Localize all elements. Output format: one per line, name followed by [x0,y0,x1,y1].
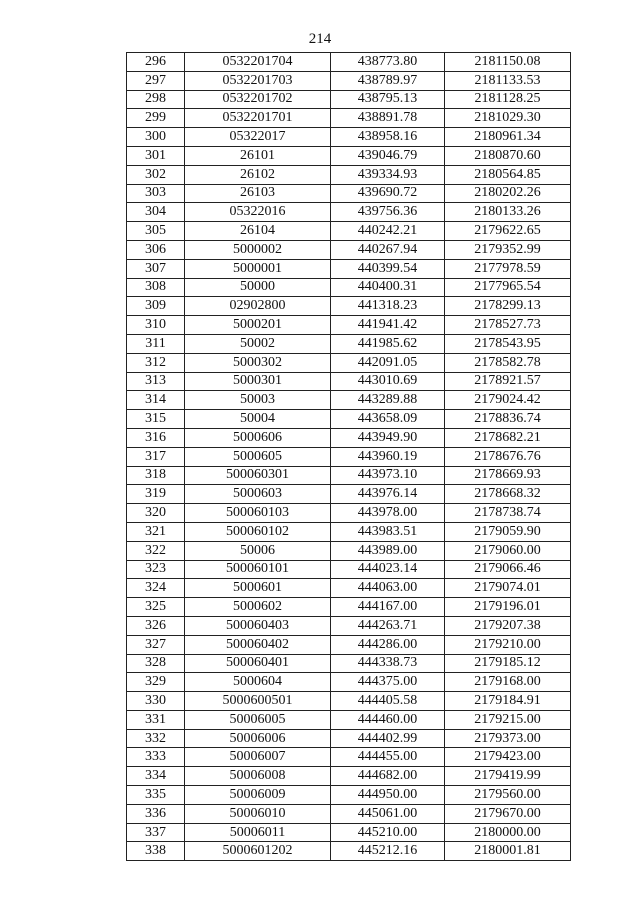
row-number-cell: 298 [127,90,185,109]
x-coordinate-cell: 438795.13 [331,90,445,109]
x-coordinate-cell: 444063.00 [331,579,445,598]
row-number-cell: 301 [127,146,185,165]
x-coordinate-cell: 443949.90 [331,428,445,447]
y-coordinate-cell: 2179059.90 [445,522,571,541]
table-row [127,560,571,579]
point-id-cell: 5000603 [185,485,331,504]
point-id-cell: 26101 [185,146,331,165]
point-id-cell: 50006011 [185,823,331,842]
point-id-cell: 5000302 [185,353,331,372]
point-id-cell: 500060101 [185,560,331,579]
point-id-cell: 500060401 [185,654,331,673]
y-coordinate-cell: 2177978.59 [445,259,571,278]
point-id-cell: 02902800 [185,297,331,316]
point-id-cell: 50004 [185,410,331,429]
row-number-cell: 317 [127,447,185,466]
x-coordinate-cell: 444263.71 [331,616,445,635]
table-row [127,522,571,541]
y-coordinate-cell: 2179560.00 [445,786,571,805]
row-number-cell: 308 [127,278,185,297]
x-coordinate-cell: 438789.97 [331,71,445,90]
x-coordinate-cell: 444460.00 [331,710,445,729]
point-id-cell: 5000606 [185,428,331,447]
point-id-cell: 500060403 [185,616,331,635]
x-coordinate-cell: 445212.16 [331,842,445,861]
y-coordinate-cell: 2178527.73 [445,316,571,335]
y-coordinate-cell: 2180202.26 [445,184,571,203]
y-coordinate-cell: 2180961.34 [445,128,571,147]
table-row [127,240,571,259]
x-coordinate-cell: 444167.00 [331,598,445,617]
point-id-cell: 26104 [185,222,331,241]
x-coordinate-cell: 441318.23 [331,297,445,316]
point-id-cell: 5000002 [185,240,331,259]
y-coordinate-cell: 2180000.00 [445,823,571,842]
row-number-cell: 314 [127,391,185,410]
row-number-cell: 334 [127,767,185,786]
y-coordinate-cell: 2179373.00 [445,729,571,748]
row-number-cell: 330 [127,692,185,711]
x-coordinate-cell: 444455.00 [331,748,445,767]
y-coordinate-cell: 2179060.00 [445,541,571,560]
point-id-cell: 5000600501 [185,692,331,711]
table-row [127,447,571,466]
point-id-cell: 5000602 [185,598,331,617]
row-number-cell: 327 [127,635,185,654]
y-coordinate-cell: 2179074.01 [445,579,571,598]
table-row [127,823,571,842]
x-coordinate-cell: 443989.00 [331,541,445,560]
row-number-cell: 331 [127,710,185,729]
point-id-cell: 50006005 [185,710,331,729]
table-row [127,598,571,617]
table-row [127,466,571,485]
row-number-cell: 299 [127,109,185,128]
point-id-cell: 0532201702 [185,90,331,109]
x-coordinate-cell: 444023.14 [331,560,445,579]
x-coordinate-cell: 445061.00 [331,804,445,823]
table-row [127,165,571,184]
row-number-cell: 311 [127,334,185,353]
coordinates-table [126,52,571,861]
table-row [127,804,571,823]
x-coordinate-cell: 445210.00 [331,823,445,842]
table-row [127,372,571,391]
point-id-cell: 50006006 [185,729,331,748]
table-row [127,767,571,786]
y-coordinate-cell: 2178299.13 [445,297,571,316]
x-coordinate-cell: 442091.05 [331,353,445,372]
row-number-cell: 296 [127,53,185,72]
x-coordinate-cell: 440400.31 [331,278,445,297]
row-number-cell: 337 [127,823,185,842]
y-coordinate-cell: 2179419.99 [445,767,571,786]
point-id-cell: 500060103 [185,504,331,523]
y-coordinate-cell: 2179423.00 [445,748,571,767]
table-row [127,842,571,861]
x-coordinate-cell: 444950.00 [331,786,445,805]
table-row [127,504,571,523]
point-id-cell: 5000301 [185,372,331,391]
table-row [127,334,571,353]
point-id-cell: 5000001 [185,259,331,278]
row-number-cell: 321 [127,522,185,541]
row-number-cell: 322 [127,541,185,560]
row-number-cell: 304 [127,203,185,222]
table-row [127,222,571,241]
table-row [127,53,571,72]
table-row [127,90,571,109]
row-number-cell: 325 [127,598,185,617]
point-id-cell: 50000 [185,278,331,297]
row-number-cell: 335 [127,786,185,805]
table-row [127,428,571,447]
y-coordinate-cell: 2180001.81 [445,842,571,861]
x-coordinate-cell: 443983.51 [331,522,445,541]
row-number-cell: 333 [127,748,185,767]
point-id-cell: 50006007 [185,748,331,767]
row-number-cell: 309 [127,297,185,316]
y-coordinate-cell: 2179196.01 [445,598,571,617]
row-number-cell: 328 [127,654,185,673]
table-row [127,485,571,504]
x-coordinate-cell: 444682.00 [331,767,445,786]
point-id-cell: 50006010 [185,804,331,823]
y-coordinate-cell: 2181029.30 [445,109,571,128]
table-row [127,203,571,222]
table-row [127,316,571,335]
x-coordinate-cell: 444405.58 [331,692,445,711]
row-number-cell: 307 [127,259,185,278]
x-coordinate-cell: 443976.14 [331,485,445,504]
x-coordinate-cell: 443658.09 [331,410,445,429]
x-coordinate-cell: 438958.16 [331,128,445,147]
row-number-cell: 323 [127,560,185,579]
row-number-cell: 329 [127,673,185,692]
table-row [127,146,571,165]
y-coordinate-cell: 2179184.91 [445,692,571,711]
point-id-cell: 50002 [185,334,331,353]
table-row [127,786,571,805]
row-number-cell: 320 [127,504,185,523]
y-coordinate-cell: 2178582.78 [445,353,571,372]
table-row [127,729,571,748]
point-id-cell: 50003 [185,391,331,410]
x-coordinate-cell: 443960.19 [331,447,445,466]
y-coordinate-cell: 2178682.21 [445,428,571,447]
point-id-cell: 05322016 [185,203,331,222]
table-row [127,710,571,729]
table-row [127,579,571,598]
row-number-cell: 313 [127,372,185,391]
row-number-cell: 302 [127,165,185,184]
table-row [127,278,571,297]
y-coordinate-cell: 2180870.60 [445,146,571,165]
x-coordinate-cell: 438773.80 [331,53,445,72]
x-coordinate-cell: 441985.62 [331,334,445,353]
table-row [127,184,571,203]
table-row [127,259,571,278]
x-coordinate-cell: 440399.54 [331,259,445,278]
y-coordinate-cell: 2179207.38 [445,616,571,635]
y-coordinate-cell: 2178921.57 [445,372,571,391]
point-id-cell: 26103 [185,184,331,203]
y-coordinate-cell: 2181150.08 [445,53,571,72]
x-coordinate-cell: 443289.88 [331,391,445,410]
x-coordinate-cell: 444402.99 [331,729,445,748]
row-number-cell: 324 [127,579,185,598]
row-number-cell: 316 [127,428,185,447]
table-row [127,635,571,654]
point-id-cell: 05322017 [185,128,331,147]
y-coordinate-cell: 2181128.25 [445,90,571,109]
y-coordinate-cell: 2178543.95 [445,334,571,353]
row-number-cell: 310 [127,316,185,335]
table-row [127,541,571,560]
point-id-cell: 5000201 [185,316,331,335]
point-id-cell: 5000601 [185,579,331,598]
y-coordinate-cell: 2178676.76 [445,447,571,466]
y-coordinate-cell: 2179168.00 [445,673,571,692]
x-coordinate-cell: 439690.72 [331,184,445,203]
row-number-cell: 332 [127,729,185,748]
table-row [127,410,571,429]
table-row [127,391,571,410]
table-row [127,673,571,692]
x-coordinate-cell: 440242.21 [331,222,445,241]
x-coordinate-cell: 439756.36 [331,203,445,222]
table-row [127,71,571,90]
y-coordinate-cell: 2179622.65 [445,222,571,241]
row-number-cell: 338 [127,842,185,861]
point-id-cell: 5000605 [185,447,331,466]
coordinates-table-body [127,53,571,861]
y-coordinate-cell: 2178668.32 [445,485,571,504]
y-coordinate-cell: 2179670.00 [445,804,571,823]
point-id-cell: 0532201701 [185,109,331,128]
row-number-cell: 297 [127,71,185,90]
row-number-cell: 319 [127,485,185,504]
row-number-cell: 336 [127,804,185,823]
row-number-cell: 306 [127,240,185,259]
x-coordinate-cell: 443978.00 [331,504,445,523]
y-coordinate-cell: 2179215.00 [445,710,571,729]
y-coordinate-cell: 2177965.54 [445,278,571,297]
point-id-cell: 500060402 [185,635,331,654]
table-row [127,654,571,673]
point-id-cell: 0532201703 [185,71,331,90]
table-row [127,297,571,316]
point-id-cell: 50006009 [185,786,331,805]
point-id-cell: 5000601202 [185,842,331,861]
y-coordinate-cell: 2178738.74 [445,504,571,523]
point-id-cell: 50006 [185,541,331,560]
row-number-cell: 315 [127,410,185,429]
x-coordinate-cell: 439046.79 [331,146,445,165]
table-row [127,748,571,767]
y-coordinate-cell: 2179210.00 [445,635,571,654]
table-row [127,353,571,372]
x-coordinate-cell: 441941.42 [331,316,445,335]
table-row [127,109,571,128]
table-row [127,128,571,147]
x-coordinate-cell: 438891.78 [331,109,445,128]
y-coordinate-cell: 2179352.99 [445,240,571,259]
x-coordinate-cell: 443973.10 [331,466,445,485]
x-coordinate-cell: 439334.93 [331,165,445,184]
point-id-cell: 5000604 [185,673,331,692]
y-coordinate-cell: 2180133.26 [445,203,571,222]
point-id-cell: 500060301 [185,466,331,485]
row-number-cell: 300 [127,128,185,147]
y-coordinate-cell: 2178669.93 [445,466,571,485]
row-number-cell: 318 [127,466,185,485]
y-coordinate-cell: 2179066.46 [445,560,571,579]
x-coordinate-cell: 443010.69 [331,372,445,391]
x-coordinate-cell: 444286.00 [331,635,445,654]
table-row [127,616,571,635]
y-coordinate-cell: 2180564.85 [445,165,571,184]
page-number: 214 [308,31,332,47]
y-coordinate-cell: 2179185.12 [445,654,571,673]
x-coordinate-cell: 440267.94 [331,240,445,259]
table-row [127,692,571,711]
point-id-cell: 26102 [185,165,331,184]
y-coordinate-cell: 2181133.53 [445,71,571,90]
x-coordinate-cell: 444338.73 [331,654,445,673]
point-id-cell: 0532201704 [185,53,331,72]
point-id-cell: 500060102 [185,522,331,541]
y-coordinate-cell: 2178836.74 [445,410,571,429]
row-number-cell: 303 [127,184,185,203]
point-id-cell: 50006008 [185,767,331,786]
y-coordinate-cell: 2179024.42 [445,391,571,410]
row-number-cell: 305 [127,222,185,241]
row-number-cell: 326 [127,616,185,635]
row-number-cell: 312 [127,353,185,372]
x-coordinate-cell: 444375.00 [331,673,445,692]
